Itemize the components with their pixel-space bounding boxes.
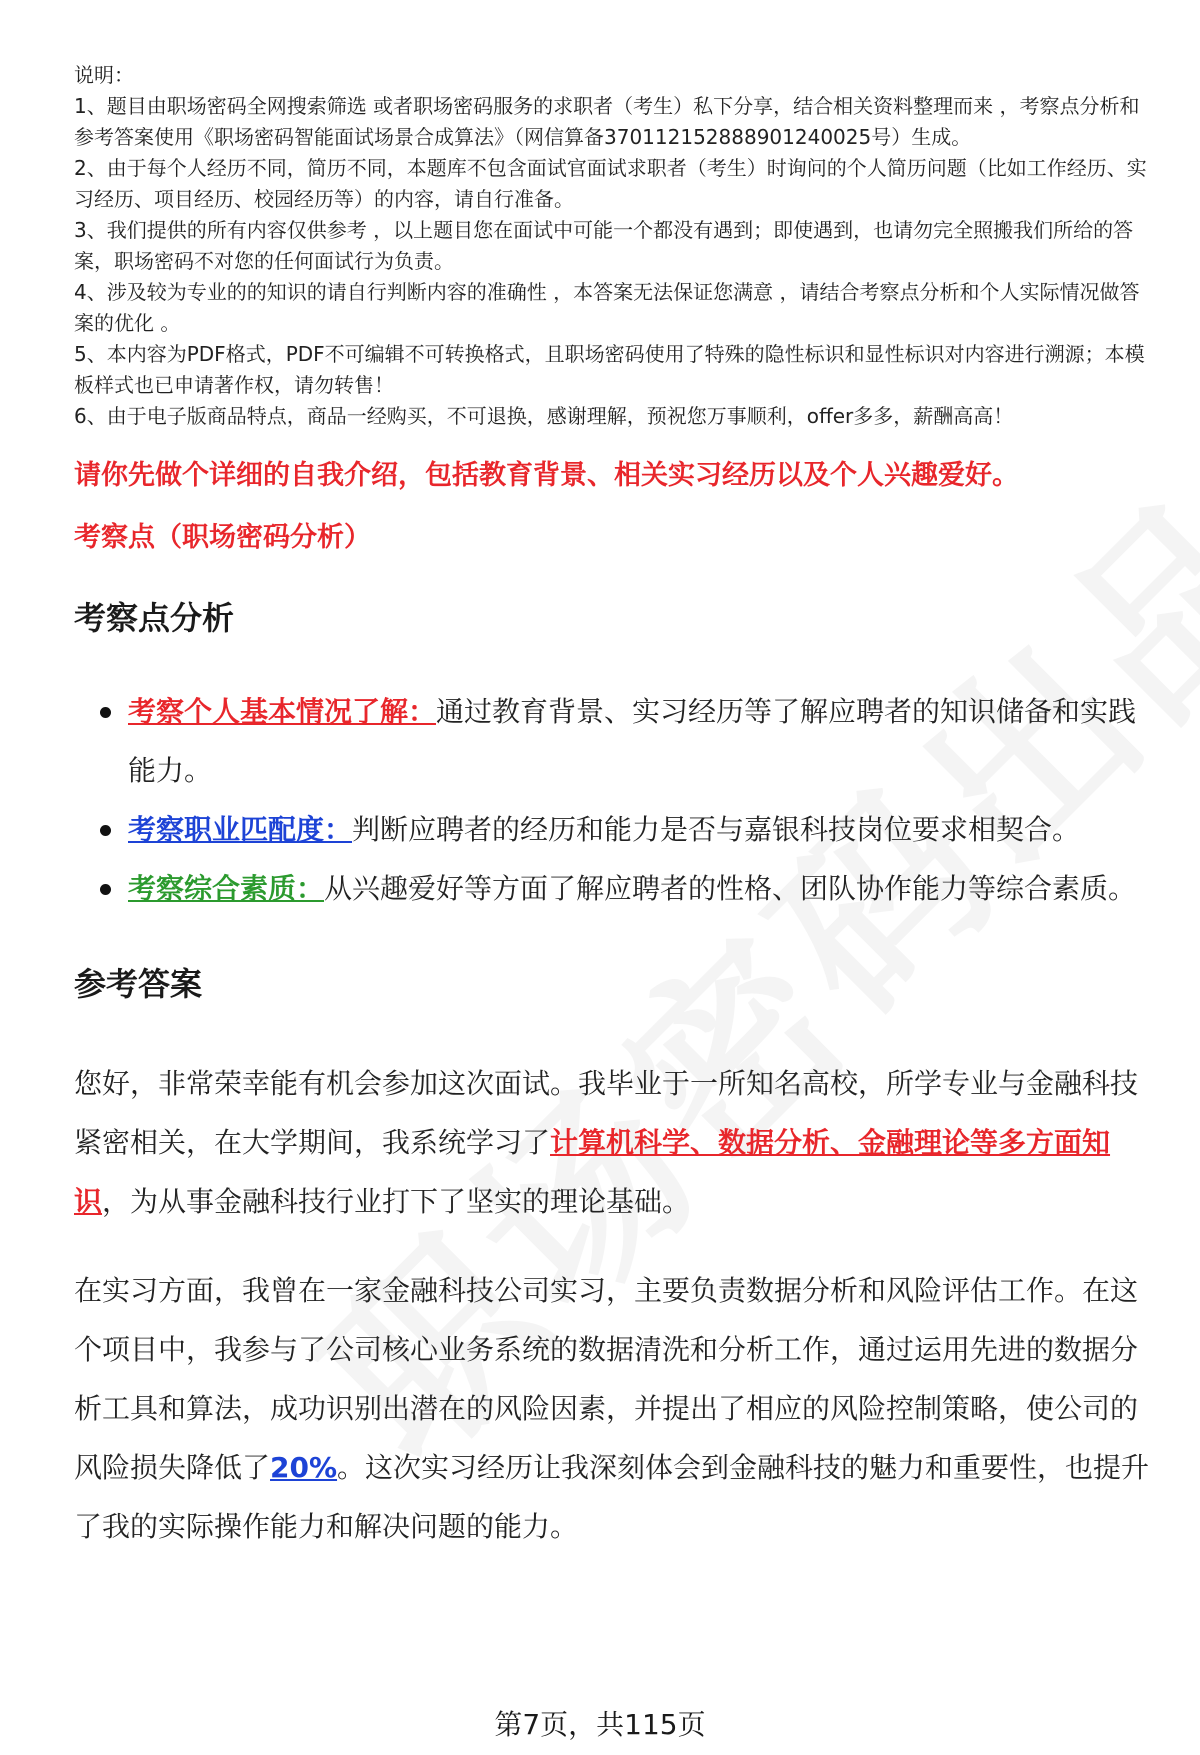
interview-question: 请你先做个详细的自我介绍，包括教育背景、相关实习经历以及个人兴趣爱好。 <box>74 460 1019 491</box>
notes-item-4: 4、涉及较为专业的的知识的请自行判断内容的准确性 ，本答案无法保证您满意 ，请结合考察点分析和个人实际情况做答案的优化 。 <box>74 280 1140 335</box>
answer-p2-text: 在实习方面，我曾在一家金融科技公司实习，主要负责数据分析和风险评估工作。在这个项目中，我参与了公司核心业务系统的数据清洗和分析工作，通过运用先进的数据分析工具和算法，成功识别出潜在的风险因素，并提出了相应的风险控制策略，使公司的风险损失降低了 <box>74 1274 1139 1484</box>
answer-p1-tail: ，为从事金融科技行业打下了坚实的理论基础。 <box>102 1185 691 1218</box>
analysis-list <box>74 682 1154 918</box>
analysis-text: 从兴趣爱好等方面了解应聘者的性格、团队协作能力等综合素质。 <box>324 872 1137 905</box>
analysis-key: 考察综合素质： <box>128 872 325 905</box>
bullet-icon <box>100 884 111 895</box>
answer-p2-highlight: 20% <box>270 1451 338 1484</box>
analysis-item <box>128 800 1154 859</box>
answer-heading: 参考答案 <box>74 965 203 1003</box>
notes-item-3: 3、我们提供的所有内容仅供参考 ，以上题目您在面试中可能一个都没有遇到；即使遇到，也请勿完全照搬我们所给的答案，职场密码不对您的任何面试行为负责。 <box>74 218 1134 273</box>
answer-p2-tail: 。这次实习经历让我深刻体会到金融科技的魅力和重要性，也提升了我的实际操作能力和解决问题的能力。 <box>74 1451 1150 1543</box>
notes-item-1: 1、题目由职场密码全网搜索筛选 或者职场密码服务的求职者（考生）私下分享，结合相关资料整理而来 ，考察点分析和参考答案使用《职场密码智能面试场景合成算法》（网信算备370112152888901240025号）生成。 <box>74 94 1140 149</box>
analysis-key: 考察职业匹配度： <box>128 813 353 846</box>
analysis-heading: 考察点分析 <box>74 599 235 637</box>
analysis-text: 判断应聘者的经历和能力是否与嘉银科技岗位要求相契合。 <box>352 813 1081 846</box>
bullet-icon <box>100 825 111 836</box>
document-page <box>74 60 1154 1556</box>
bullet-icon <box>100 707 111 718</box>
notes-block <box>74 60 1154 432</box>
answer-paragraph-2 <box>74 1261 1154 1556</box>
page-number: 第7页，共115页 <box>494 1708 706 1741</box>
answer-p1-highlight: 计算机科学、数据分析、金融理论等多方面知识 <box>74 1126 1111 1218</box>
analysis-text: 通过教育背景、实习经历等了解应聘者的知识储备和实践能力。 <box>128 695 1137 787</box>
notes-item-6: 6、由于电子版商品特点，商品一经购买，不可退换，感谢理解，预祝您万事顺利，offer多多，薪酬高高！ <box>74 404 1014 428</box>
analysis-label: 考察点（职场密码分析） <box>74 522 371 553</box>
answer-paragraph-1 <box>74 1054 1154 1231</box>
notes-title: 说明： <box>74 63 134 87</box>
notes-item-5: 5、本内容为PDF格式，PDF不可编辑不可转换格式，且职场密码使用了特殊的隐性标识和显性标识对内容进行溯源；本模板样式也已申请著作权，请勿转售！ <box>74 342 1145 397</box>
notes-item-2: 2、由于每个人经历不同，简历不同，本题库不包含面试官面试求职者（考生）时询问的个人简历问题（比如工作经历、实习经历、项目经历、校园经历等）的内容，请自行准备。 <box>74 156 1147 211</box>
answer-p1-text: 您好，非常荣幸能有机会参加这次面试。我毕业于一所知名高校，所学专业与金融科技紧密相关，在大学期间，我系统学习了 <box>74 1067 1139 1159</box>
analysis-item <box>128 682 1154 800</box>
analysis-key: 考察个人基本情况了解： <box>128 695 437 728</box>
analysis-item <box>128 859 1154 918</box>
